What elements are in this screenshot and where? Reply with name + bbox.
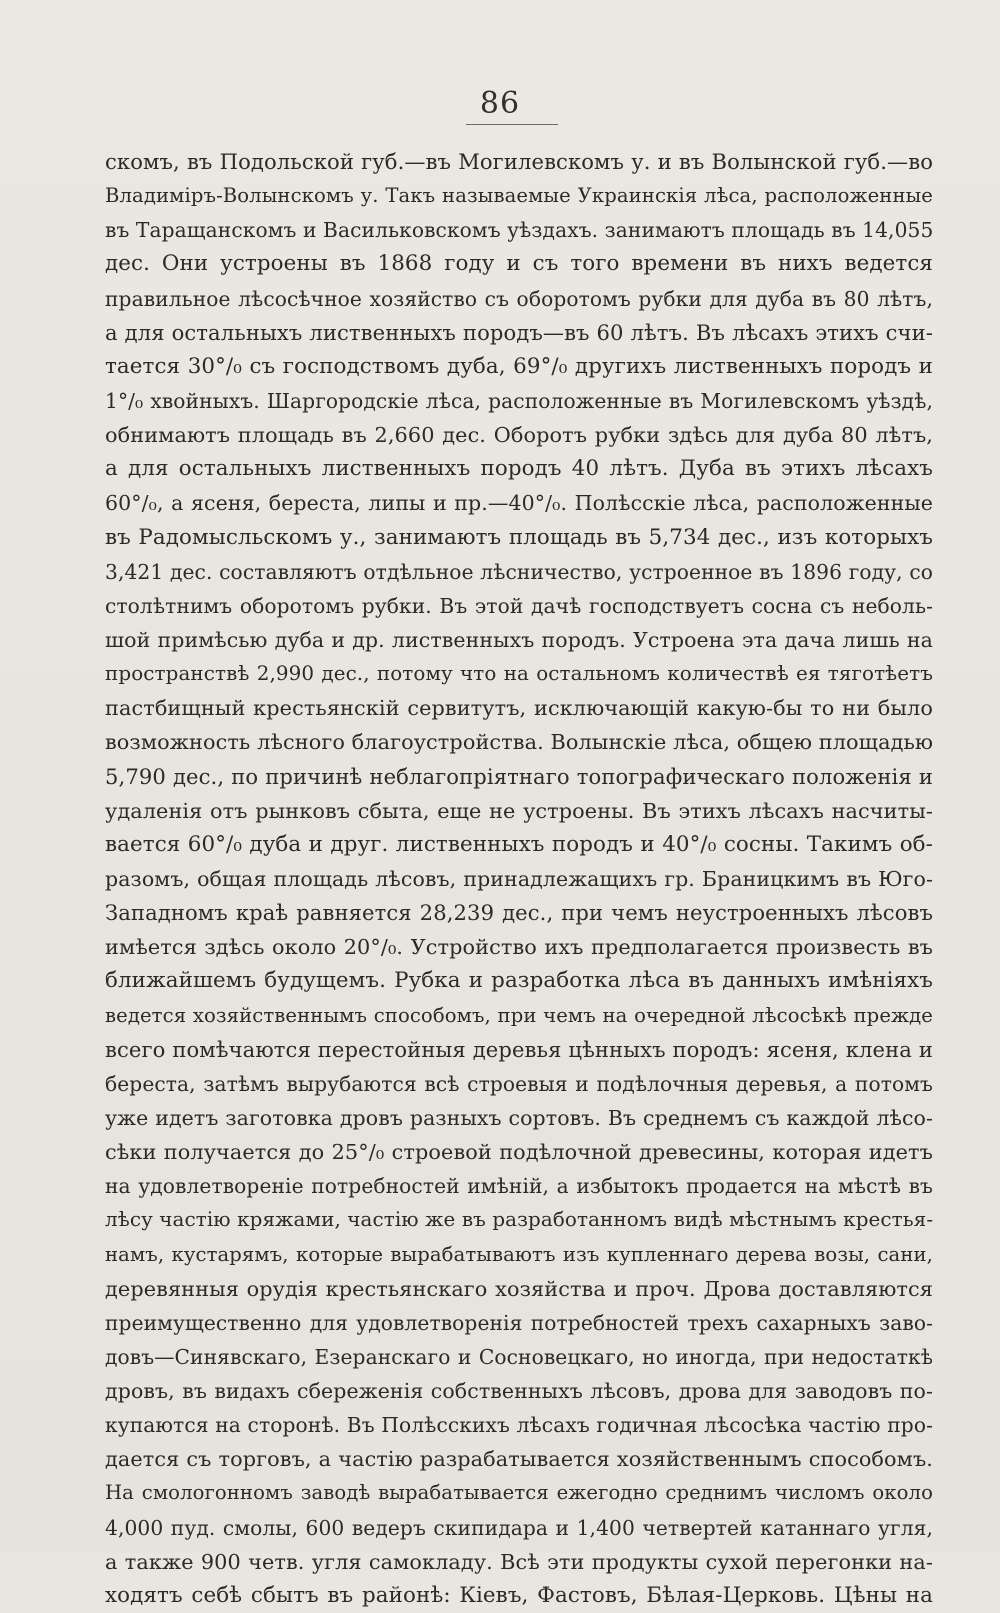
text-line: 60°/₀, а ясеня, береста, липы и пр.—40°/₀. Полѣсскiе лѣса, расположенные [105,491,933,516]
text-line: шой примѣсью дуба и др. лиственныхъ породъ. Устроена эта дача лишь на [105,627,933,652]
text-line: уже идетъ заготовка дровъ разныхъ сортовъ. Въ среднемъ съ каждой лѣсо- [105,1105,933,1130]
text-line: дровъ, въ видахъ сбереженiя собственныхъ лѣсовъ, дрова для заводовъ по- [105,1379,933,1404]
text-line: 4,000 пуд. смолы, 600 ведеръ скипидара и 1,400 четвертей катаннаго угля, [105,1515,933,1540]
text-line: а для остальныхъ лиственныхъ породъ 40 лѣтъ. Дуба въ этихъ лѣсахъ [105,456,933,482]
text-line: 5,790 дес., по причинѣ неблагопрiятнаго топографическаго положенiя и [105,763,933,789]
text-line: правильное лѣсосѣчное хозяйство съ оборотомъ рубки для дуба въ 80 лѣтъ, [105,286,933,311]
header-rule [466,124,558,125]
text-line: Западномъ краѣ равняется 28,239 дес., при чемъ неустроенныхъ лѣсовъ [105,900,933,926]
text-line: вается 60°/₀ дуба и друг. лиственныхъ породъ и 40°/₀ сосны. Такимъ об- [105,831,933,857]
text-line: скомъ, въ Подольской губ.—въ Могилевскомъ у. и въ Волынской губ.—во [105,149,933,174]
text-line: 3,421 дес. составляютъ отдѣльное лѣсничество, устроенное въ 1896 году, со [105,559,933,584]
text-line: береста, затѣмъ вырубаются всѣ строевыя и подѣлочныя деревья, а потомъ [105,1071,933,1096]
page-number: 86 [479,86,521,121]
text-line: ведется хозяйственнымъ способомъ, при чемъ на очередной лѣсосѣкѣ прежде [105,1003,933,1027]
text-line: На смологонномъ заводѣ вырабатывается ежегодно среднимъ числомъ около [105,1481,933,1505]
text-line: тается 30°/₀ съ господствомъ дуба, 69°/₀ другихъ лиственныхъ породъ и [105,353,933,379]
text-line: на удовлетворенiе потребностей имѣнiй, а избытокъ продается на мѣстѣ въ [105,1174,933,1199]
text-line: Владимiръ-Волынскомъ у. Такъ называемые Украинскiя лѣса, расположенные [105,184,933,208]
text-line: въ Таращанскомъ и Васильковскомъ уѣздахъ. занимаютъ площадь въ 14,055 [105,218,934,243]
text-line: пространствѣ 2,990 дес., потому что на остальномъ количествѣ ея тяготѣетъ [105,662,933,686]
text-line: лѣсу частiю кряжами, частiю же въ разработанномъ видѣ мѣстнымъ крестья- [105,1208,934,1232]
text-line: намъ, кустарямъ, которые вырабатываютъ изъ купленнаго дерева возы, сани, [105,1242,933,1266]
text-line: деревянныя орудiя крестьянскаго хозяйства и проч. Дрова доставляются [105,1276,933,1301]
text-line: а для остальныхъ лиственныхъ породъ—въ 60 лѣтъ. Въ лѣсахъ этихъ счи- [105,319,933,345]
text-line: обнимаютъ площадь въ 2,660 дес. Оборотъ рубки здѣсь для дуба 80 лѣтъ, [105,423,933,448]
text-line: купаются на сторонѣ. Въ Полѣсскихъ лѣсахъ годичная лѣсосѣка частiю про- [105,1413,933,1438]
text-line: всего помѣчаются перестойныя деревья цѣнныхъ породъ: ясеня, клена и [105,1036,933,1062]
text-line: 1°/₀ хвойныхъ. Шаргородскiе лѣса, расположенные въ Могилевскомъ уѣздѣ, [105,388,933,413]
text-line: сѣки получается до 25°/₀ строевой подѣлочной древесины, которая идетъ [105,1140,933,1165]
text-line: дес. Они устроены въ 1868 году и съ того времени въ нихъ ведется [105,251,933,277]
text-line: въ Радомысльскомъ у., занимаютъ площадь въ 5,734 дес., изъ которыхъ [105,524,933,550]
text-line: ходятъ себѣ сбытъ въ районѣ: Кiевъ, Фастовъ, Бѣлая-Церковь. Цѣны на [105,1582,933,1608]
text-line: имѣется здѣсь около 20°/₀. Устройство ихъ предполагается произвесть въ [105,935,933,960]
text-line: ближайшемъ будущемъ. Рубка и разработка лѣса въ данныхъ имѣнiяхъ [105,968,933,994]
text-line: столѣтнимъ оборотомъ рубки. Въ этой дачѣ господствуетъ сосна съ неболь- [105,593,933,618]
text-line: преимущественно для удовлетворенiя потребностей трехъ сахарныхъ заво- [105,1310,933,1335]
text-line: довъ—Синявскаго, Езеранскаго и Сосновецкаго, но иногда, при недостаткѣ [105,1344,933,1369]
text-line: а также 900 четв. угля самокладу. Всѣ эти продукты сухой перегонки на- [105,1549,933,1574]
text-line: разомъ, общая площадь лѣсовъ, принадлежащихъ гр. Браницкимъ въ Юго- [105,866,933,891]
body-text [105,145,933,1613]
text-line: пастбищный крестьянскiй сервитутъ, исключающiй какую-бы то ни было [105,696,933,721]
text-line: возможность лѣсного благоустройства. Волынскiе лѣса, общею площадью [105,730,934,755]
text-line: дается съ торговъ, а частiю разрабатывается хозяйственнымъ способомъ. [105,1447,933,1472]
text-line: удаленiя отъ рынковъ сбыта, еще не устроены. Въ этихъ лѣсахъ насчиты- [105,798,933,823]
